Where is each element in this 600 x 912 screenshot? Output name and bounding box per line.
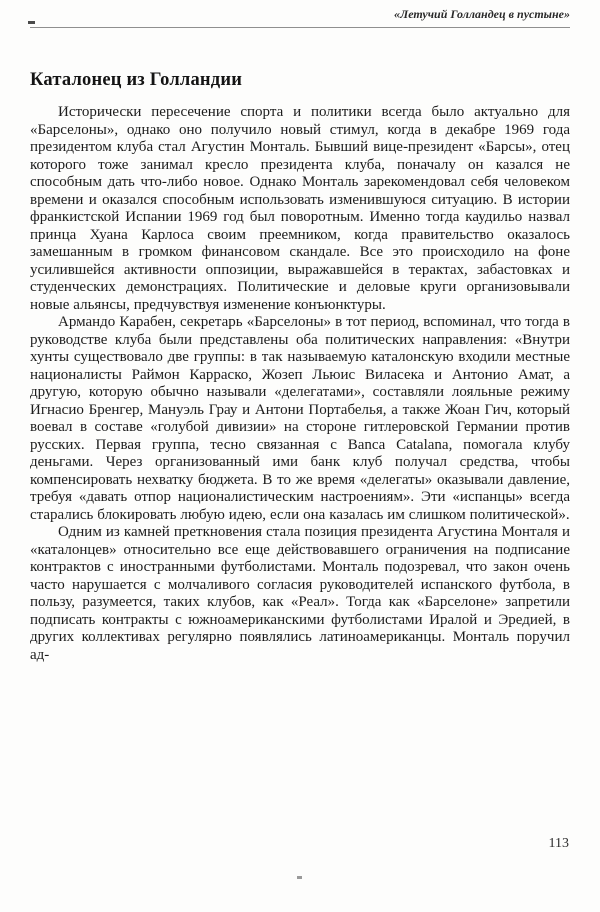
paragraph-3: Одним из камней преткновения стала позиция президента Агустина Монталя и «каталонцев» относительно все еще действовавшего ограничения на подписание контрактов с иностранными футболистами. Монталь подозревал, что закон очень часто нарушается с молчаливого согласия руководителей испанского футбола, в пользу, разумеется, таких клубов, как «Реал». Тогда как «Барселоне» запретили подписать контракты с южноамериканскими футболистами Иралой и Эредией, в других коллективах регулярно появлялись латиноамериканцы. Монталь поручил ад- — [30, 524, 570, 663]
header-rule — [30, 27, 570, 28]
page-number: 113 — [548, 836, 569, 851]
print-mark — [28, 21, 35, 24]
paragraph-2: Армандо Карабен, секретарь «Барселоны» в тот период, вспоминал, что тогда в руководстве клуба были представлены оба политических направления: «Внутри хунты существовало две группы: в так называемую каталонскую входили местные националисты Раймон Карраско, Жозеп Льюис Виласека и Антонио Амат, а другую, которую обычно называли «делегатами», составляли лояльные режиму Игнасио Бренгер, Мануэль Грау и Антони Портабелья, а также Жоан Гич, который воевал в составе «голубой дивизии» на стороне гитлеровской Германии против русских. Первая группа, тесно связанная с Banca Catalana, помогала клубу деньгами. Через организованный ими банк клуб получал средства, чтобы компенсировать нехватку бюджета. В то же время «делегаты» оказывали давление, требуя «давать отпор националистическим настроениям». Эти «испанцы» всегда старались блокировать любую идею, если она казалась им слишком политической». — [30, 314, 570, 523]
chapter-heading: Каталонец из Голландии — [30, 70, 243, 90]
paragraph-1: Исторически пересечение спорта и политики всегда было актуально для «Барселоны», однако оно получило новый стимул, когда в декабре 1969 года президентом клуба стал Агустин Монталь. Бывший вице-президент «Барсы», отец которого тоже занимал кресло президента клуба, поначалу он казался не способным дать что-либо новое. Однако Монталь зарекомендовал себя человеком времени и оказался способным использовать изменившуюся ситуацию. В истории франкистской Испании 1969 год был поворотным. Именно тогда каудильо назвал принца Хуана Карлоса своим преемником, когда правительство оказалось замешанным в громком финансовом скандале. Все это происходило на фоне усилившейся активности оппозиции, выражавшейся в терактах, забастовках и студенческих демонстрациях. Политические и деловые круги организовывали новые альянсы, предчувствуя изменение конъюнктуры. — [30, 104, 570, 313]
running-header — [30, 0, 570, 22]
running-header-text: «Летучий Голландец в пустыне» — [393, 7, 570, 21]
print-mark — [297, 876, 302, 879]
